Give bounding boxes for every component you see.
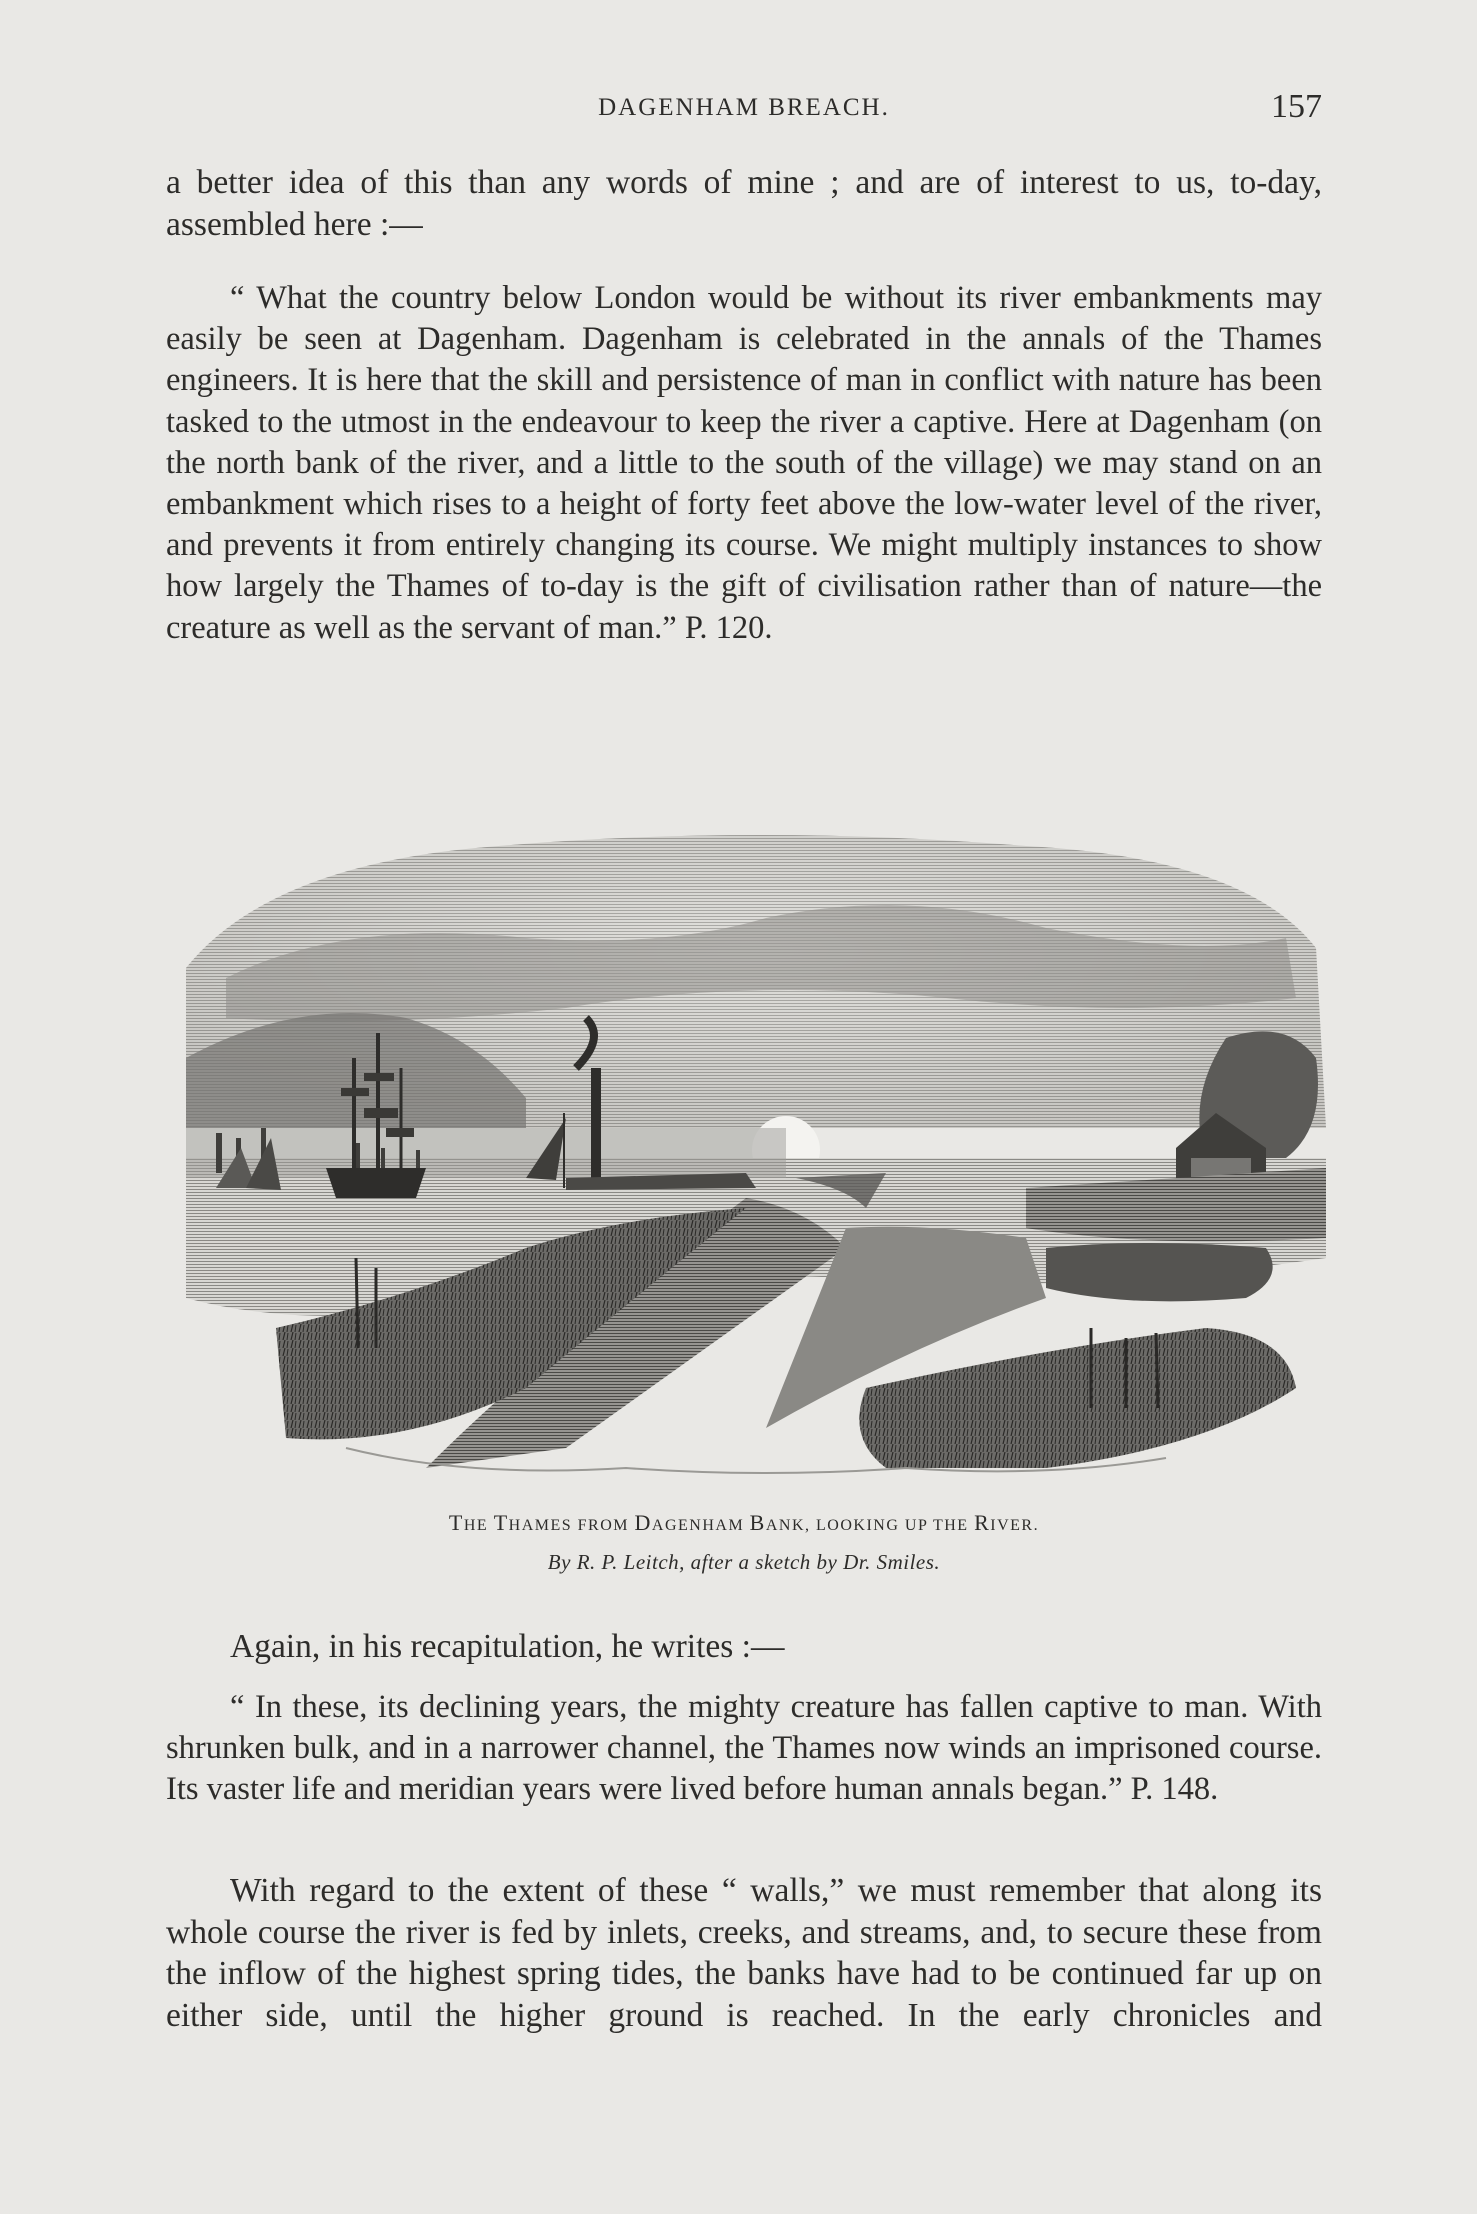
caption-part: R [974,1510,991,1535]
engraving-illustration [146,828,1346,1498]
running-title: DAGENHAM BREACH. [598,94,890,121]
figure-credit: By R. P. Leitch, after a sketch by Dr. Smiles. [547,1550,941,1574]
block-quote-declining-years [166,1687,1322,1811]
running-head [166,88,1322,138]
caption-part: HAMES FROM [508,1517,635,1534]
paragraph-recapitulation [166,1626,1322,1668]
paragraph-walls [166,1870,1322,2036]
caption-part: D [634,1510,652,1535]
caption-part: ANK, LOOKING UP THE [765,1517,975,1534]
caption-part: B [749,1510,766,1535]
caption-part: T [448,1510,464,1535]
caption-part: AGENHAM [651,1517,750,1534]
caption-part: T [493,1510,509,1535]
quote-text: “ In these, its declining years, the mighty creature has fallen captive to man. With shrunken bulk, and in a narrower channel, the Thames now winds an imprisoned course. Its vaster life and meridian years were lived before human annals began.” P. 148. [166,1689,1322,1808]
block-quote-dagenham [166,278,1322,649]
paragraph-text: a better idea of this than any words of mine ; and are of interest to us, to-day, assembled here :— [166,164,1322,243]
paragraph-intro [166,162,1322,245]
caption-part: IVER. [990,1517,1040,1534]
figure-caption [166,1510,1322,1536]
quote-text: “ What the country below London would be without its river embankments may easily be seen at Dagenham. Dagenham is celebrated in the annals of the Thames engineers. It is here that the skill and persistence of man in conflict with nature has been tasked to the utmost in the endeavour to keep the river a captive. Here at Dagenham (on the north bank of the river, and a little to the south of the village) we may stand on an embankment which rises to a height of forty feet above the low-water level of the river, and prevents it from entirely changing its course. We might multiply instances to show how largely the Thames of to-day is the gift of civilisation rather than of nature—the creature as well as the servant of man.” P. 120. [166,280,1322,646]
paragraph-text: With regard to the extent of these “ walls,” we must remember that along its whole course the river is fed by inlets, creeks, and streams, and, to secure these from the inflow of the highest spring tides, the banks have had to be continued far up on either side, until the higher ground is reached. In the early chronicles and [166,1872,1322,2034]
paragraph-text: Again, in his recapitulation, he writes :— [230,1628,785,1665]
caption-part: HE [463,1517,494,1534]
page-number: 157 [1271,88,1322,125]
